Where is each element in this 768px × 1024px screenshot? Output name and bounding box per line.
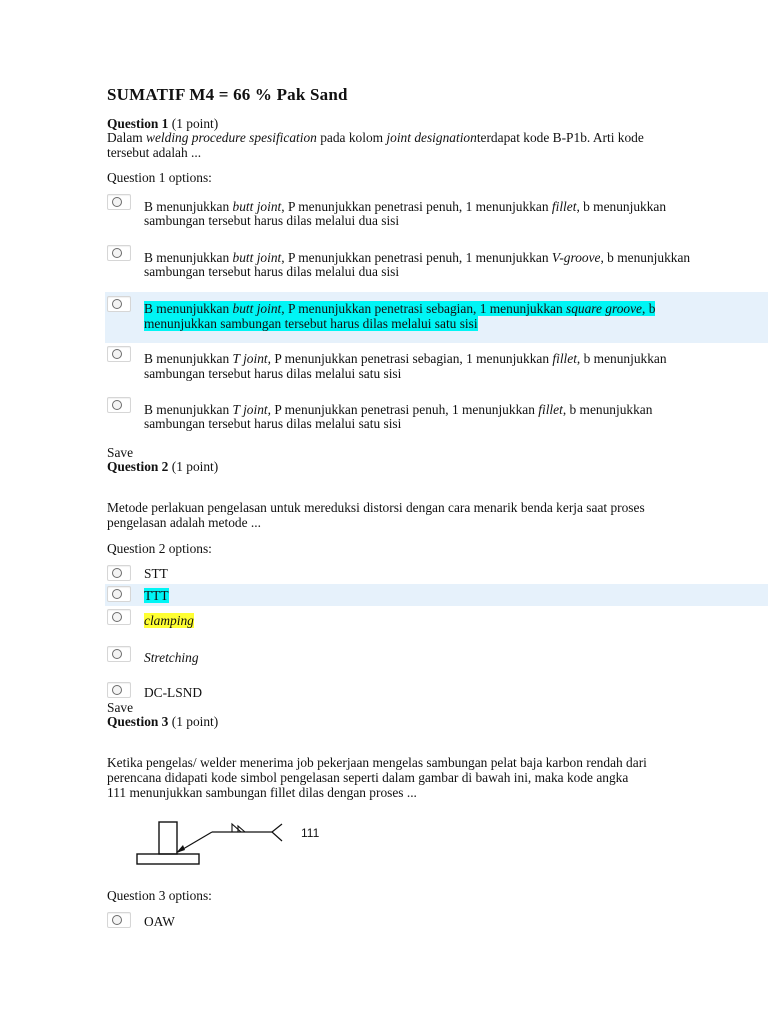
- question-1-options-label: Question 1 options:: [107, 170, 212, 185]
- q1-option-4-radio[interactable]: [107, 346, 131, 362]
- q2-option-2-label: [144, 588, 169, 603]
- q2-option-2-radio[interactable]: [107, 586, 131, 602]
- opt-seg: , P menunjukkan penetrasi penuh, 1 menunjukkan: [281, 250, 552, 265]
- q1-text-seg: Dalam: [107, 130, 147, 145]
- opt-seg: B menunjukkan: [144, 402, 233, 417]
- question-2-points: (1 point): [171, 459, 219, 474]
- q1-option-3-line1: [144, 301, 655, 316]
- q1-text-italic: joint designation: [386, 130, 477, 145]
- q1-text-italic: welding procedure spesification: [146, 130, 317, 145]
- q2-option-4-label: [144, 650, 199, 665]
- opt-italic: T joint: [232, 351, 268, 366]
- fillet-weld-symbol-icon-2: [238, 826, 245, 832]
- question-1-text-line2: tersebut adalah ...: [107, 145, 202, 160]
- question-3-text-line2: perencana didapati kode simbol pengelasan seperti dalam gambar di bawah ini, maka kode angka: [107, 770, 629, 785]
- q1-option-4-line1: [144, 351, 667, 366]
- question-3-label: Question 3: [107, 714, 169, 729]
- question-3-points: (1 point): [171, 714, 219, 729]
- q2-option-5-radio[interactable]: [107, 682, 131, 698]
- q2-save-button[interactable]: Save: [107, 700, 134, 715]
- question-1-header: [107, 116, 218, 131]
- q2-option-1-label: STT: [144, 566, 168, 581]
- opt-seg: , b menunjukkan: [576, 351, 667, 366]
- q2-option-4-text: Stretching: [144, 650, 199, 665]
- q1-option-1-radio[interactable]: [107, 194, 131, 210]
- question-2-text-line1: Metode perlakuan pengelasan untuk mereduksi distorsi dengan cara menarik benda kerja saat proses: [107, 500, 645, 515]
- question-1-points: (1 point): [171, 116, 219, 131]
- opt-italic: V-groove: [551, 250, 601, 265]
- q2-option-3-radio[interactable]: [107, 609, 131, 625]
- opt-seg: , b menunjukkan: [600, 250, 691, 265]
- question-3-options-label: Question 3 options:: [107, 888, 212, 903]
- tail-lower: [272, 832, 282, 841]
- q2-option-4-radio[interactable]: [107, 646, 131, 662]
- opt-italic: fillet: [552, 351, 577, 366]
- question-2-options-label: Question 2 options:: [107, 541, 212, 556]
- q1-option-3-line2: [144, 316, 478, 331]
- q1-option-2-radio[interactable]: [107, 245, 131, 261]
- opt-seg: , P menunjukkan penetrasi sebagian, 1 menunjukkan: [267, 351, 553, 366]
- opt-seg: , P menunjukkan penetrasi penuh, 1 menunjukkan: [281, 199, 552, 214]
- q1-option-5-line2: sambungan tersebut harus dilas melalui satu sisi: [144, 416, 402, 431]
- opt-italic: butt joint: [232, 250, 282, 265]
- base-plate: [137, 854, 199, 864]
- opt-seg: , P menunjukkan penetrasi sebagian, 1 menunjukkan: [281, 301, 566, 316]
- opt-italic: fillet: [538, 402, 563, 417]
- q3-option-1-label: OAW: [144, 914, 175, 929]
- opt-italic: fillet: [551, 199, 577, 214]
- q1-text-seg: pada kolom: [316, 130, 387, 145]
- q2-option-2-highlight: TTT: [144, 588, 169, 603]
- q1-option-1-line1: [144, 199, 666, 214]
- q1-save-button[interactable]: Save: [107, 445, 134, 460]
- process-code-label: 111: [301, 826, 320, 840]
- question-2-label: Question 2: [107, 459, 169, 474]
- opt-seg: , b: [642, 301, 656, 316]
- q1-option-3-highlight-line2: menunjukkan sambungan tersebut harus dilas melalui satu sisi: [144, 316, 478, 331]
- q2-option-3-label: [144, 613, 194, 628]
- q1-option-5-line1: [144, 402, 652, 417]
- opt-seg: , b menunjukkan: [576, 199, 667, 214]
- page-title: SUMATIF M4 = 66 % Pak Sand: [107, 85, 348, 104]
- opt-seg: , P menunjukkan penetrasi penuh, 1 menunjukkan: [267, 402, 539, 417]
- opt-seg: B menunjukkan: [144, 199, 233, 214]
- opt-seg: B menunjukkan: [144, 250, 233, 265]
- opt-italic: square groove: [566, 301, 642, 316]
- opt-seg: B menunjukkan: [144, 351, 233, 366]
- opt-italic: butt joint: [232, 199, 282, 214]
- opt-italic: butt joint: [232, 301, 282, 316]
- question-2-text-line2: pengelasan adalah metode ...: [107, 515, 261, 530]
- opt-seg: , b menunjukkan: [562, 402, 653, 417]
- q1-option-1-line2: sambungan tersebut harus dilas melalui dua sisi: [144, 213, 400, 228]
- q1-option-4-line2: sambungan tersebut harus dilas melalui satu sisi: [144, 366, 402, 381]
- question-3-header: [107, 714, 218, 729]
- question-3-text-line1: Ketika pengelas/ welder menerima job pekerjaan mengelas sambungan pelat baja karbon rendah dari: [107, 755, 647, 770]
- q1-option-2-line2: sambungan tersebut harus dilas melalui dua sisi: [144, 264, 400, 279]
- q1-option-5-radio[interactable]: [107, 397, 131, 413]
- opt-seg: B menunjukkan: [144, 301, 233, 316]
- tail-upper: [272, 824, 282, 832]
- q1-option-3-highlight: [144, 301, 655, 316]
- q2-option-2-row-highlight: [105, 584, 768, 606]
- q1-option-2-line1: [144, 250, 690, 265]
- q2-option-5-label: DC-LSND: [144, 685, 203, 700]
- opt-italic: T joint: [232, 402, 268, 417]
- vertical-plate: [159, 822, 177, 854]
- welding-symbol-figure: [130, 815, 330, 870]
- question-3-text-line3: 111 menunjukkan sambungan fillet dilas dengan proses ...: [107, 785, 417, 800]
- question-2-header: [107, 459, 218, 474]
- question-1-label: Question 1: [107, 116, 169, 131]
- q3-option-1-radio[interactable]: [107, 912, 131, 928]
- q2-option-3-highlight: clamping: [144, 613, 194, 628]
- question-1-text-line1: [107, 130, 644, 145]
- q1-text-seg: terdapat kode B-P1b. Arti kode: [476, 130, 644, 145]
- q2-option-1-radio[interactable]: [107, 565, 131, 581]
- q1-option-3-radio[interactable]: [107, 296, 131, 312]
